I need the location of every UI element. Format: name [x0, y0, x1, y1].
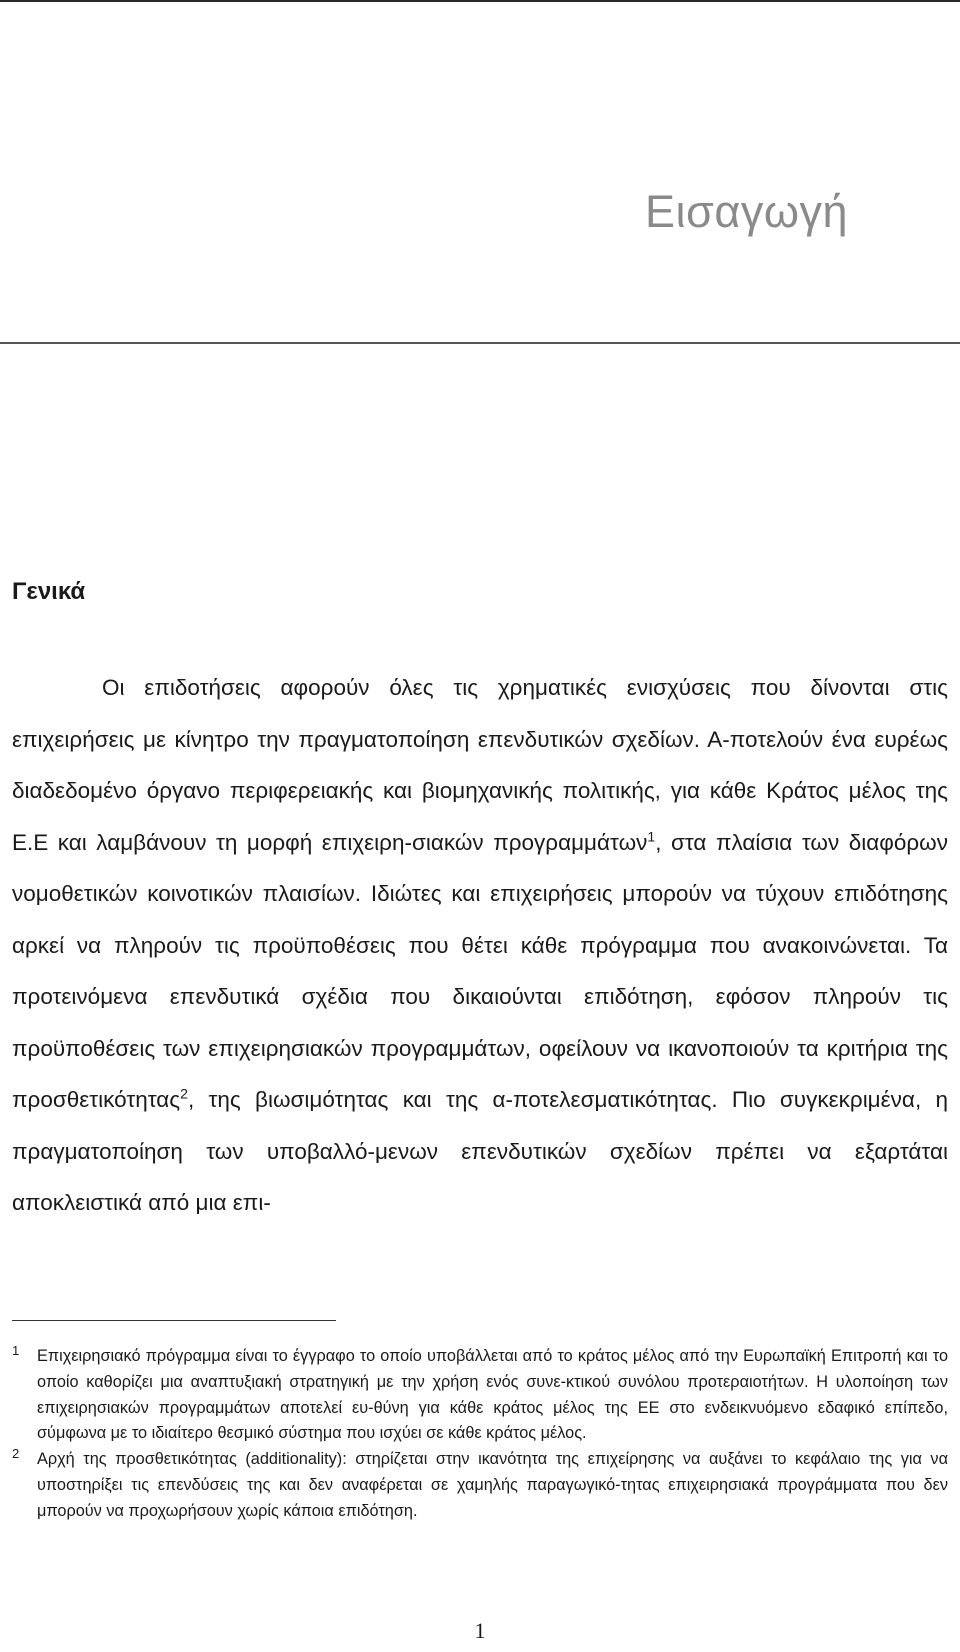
- footnote-2: [12, 1447, 948, 1524]
- body-text: [12, 662, 948, 1229]
- footnote-reference-1[interactable]: 1: [647, 828, 656, 844]
- footnote-separator: [12, 1320, 336, 1321]
- footnote-text: Επιχειρησιακό πρόγραμμα είναι το έγγραφο το οποίο υποβάλλεται από το κράτος μέλος από την Ευρωπαϊκή Επιτροπή και το οποίο καθορίζει μια αναπτυξιακή στρατηγική με την χρήση ενός συνε-κτικού συνόλου προτεραιοτήτων. Η υλοποίηση των επιχειρησιακών προγραμμάτων αποτελεί ευ-θύνη για κάθε κράτος μέλος της ΕΕ στο ενδεικνυόμενο εδαφικό επίπεδο, σύμφωνα με το ιδιαίτερο θεσμικό σύστημα που ισχύει σε κάθε κράτος μέλος.: [37, 1347, 948, 1443]
- footnote-mark: 1: [12, 1343, 20, 1358]
- paragraph-text-part-3: , της βιωσιμότητας και της α-ποτελεσματικότητας. Πιο συγκεκριμένα, η πραγματοποίηση των υποβαλλό-μενων επενδυτικών σχεδίων πρέπει να εξαρτάται αποκλειστικά από μια επι-: [12, 1087, 948, 1215]
- page-number: 1: [474, 1618, 486, 1643]
- footnote-1: [12, 1344, 948, 1447]
- paragraph: [12, 662, 948, 1229]
- paragraph-text-part-2: , στα πλαίσια των διαφόρων νομοθετικών κοινοτικών πλαισίων. Ιδιώτες και επιχειρήσεις μπορούν να τύχουν επιδότησης αρκεί να πληρούν τις προϋποθέσεις που θέτει κάθε πρόγραμμα που ανακοινώνεται. Τα προτεινόμενα επενδυτικά σχέδια που δικαιούνται επιδότηση, εφόσον πληρούν τις προϋποθέσεις των επιχειρησιακών προγραμμάτων, οφείλουν να ικανοποιούν τα κριτήρια της προσθετικότητας: [12, 829, 948, 1112]
- footnote-text: Αρχή της προσθετικότητας (additionality): στηρίζεται στην ικανότητα της επιχείρησης να αυξάνει το κεφάλαιο της για να υποστηρίξει τις επενδύσεις της και δεν αναφέρεται σε χαμηλής παραγωγικό-τητας επιχειρησιακά προγράμματα που δεν μπορούν να προχωρήσουν χωρίς κάποια επιδότηση.: [37, 1450, 948, 1520]
- footnote-mark: 2: [12, 1446, 20, 1462]
- section-heading: Γενικά: [12, 578, 86, 605]
- paragraph-text-part-1: Οι επιδοτήσεις αφορούν όλες τις χρηματικές ενισχύσεις που δίνονται στις επιχειρήσεις με κίνητρο την πραγματοποίηση επενδυτικών σχεδίων. Α-ποτελούν ένα ευρέως διαδεδομένο όργανο περιφερειακής και βιομηχανικής πολιτικής, για κάθε Κράτος μέλος της Ε.Ε και λαμβάνουν τη μορφή επιχειρη-σιακών προγραμμάτων: [12, 675, 948, 855]
- chapter-title: Εισαγωγή: [645, 186, 848, 237]
- chapter-divider: [0, 342, 960, 344]
- footnotes: [12, 1344, 948, 1525]
- top-rule: [0, 0, 960, 2]
- footnote-reference-2[interactable]: 2: [180, 1085, 188, 1102]
